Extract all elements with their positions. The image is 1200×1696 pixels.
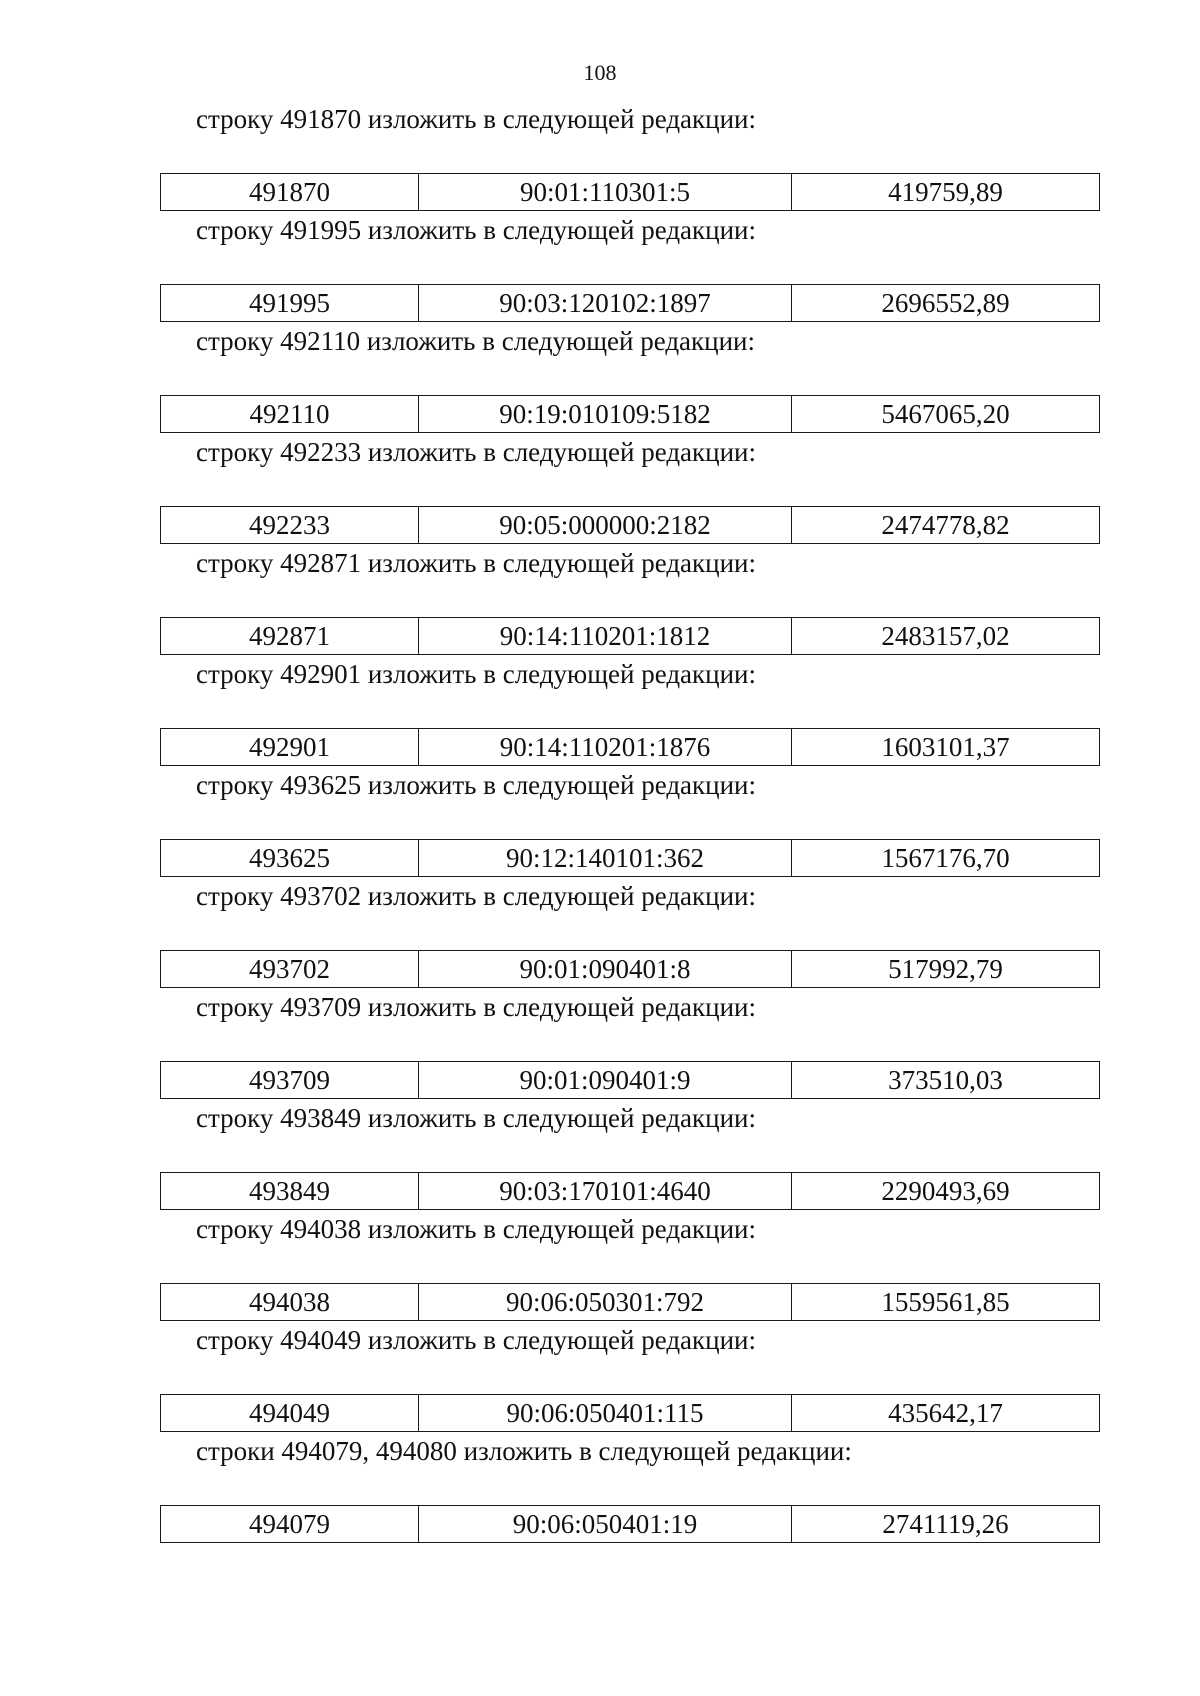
amendment-instruction: строку 494049 изложить в следующей редакции: <box>196 1325 757 1355</box>
table-row <box>160 1394 1100 1432</box>
amendment-entry <box>160 1210 1100 1321</box>
value-cell: 435642,17 <box>888 1397 1003 1428</box>
amendment-entry <box>160 877 1100 988</box>
cadastral-number-cell: 90:06:050401:19 <box>419 1506 792 1542</box>
document-body <box>160 100 1100 1543</box>
cadastral-number-cell: 90:03:170101:4640 <box>419 1173 792 1209</box>
page-number: 108 <box>583 60 617 85</box>
amendment-instruction: строку 493709 изложить в следующей редакции: <box>196 992 757 1022</box>
value-cell: 373510,03 <box>888 1064 1003 1095</box>
row-id-cell: 494049 <box>161 1395 419 1431</box>
amendment-instruction: строку 493702 изложить в следующей редакции: <box>196 881 757 911</box>
table-row <box>160 1505 1100 1543</box>
amendment-entry <box>160 433 1100 544</box>
value-cell: 2290493,69 <box>881 1175 1010 1206</box>
row-id-cell: 491870 <box>161 174 419 210</box>
table-row <box>160 284 1100 322</box>
cadastral-number-cell: 90:03:120102:1897 <box>419 285 792 321</box>
value-cell: 1567176,70 <box>881 842 1010 873</box>
value-cell: 419759,89 <box>888 176 1003 207</box>
cadastral-number-cell: 90:01:110301:5 <box>419 174 792 210</box>
row-id-cell: 492110 <box>161 396 419 432</box>
value-cell: 2741119,26 <box>882 1508 1009 1539</box>
amendment-entry <box>160 1432 1100 1543</box>
row-id-cell: 494038 <box>161 1284 419 1320</box>
cadastral-number-cell: 90:12:140101:362 <box>419 840 792 876</box>
value-cell: 2483157,02 <box>881 620 1010 651</box>
cadastral-number-cell: 90:19:010109:5182 <box>419 396 792 432</box>
cadastral-number-cell: 90:14:110201:1812 <box>419 618 792 654</box>
amendment-entry <box>160 1099 1100 1210</box>
table-row <box>160 173 1100 211</box>
row-id-cell: 492871 <box>161 618 419 654</box>
table-row <box>160 1283 1100 1321</box>
amendment-instruction: строку 494038 изложить в следующей редакции: <box>196 1214 757 1244</box>
amendment-entry <box>160 655 1100 766</box>
value-cell: 5467065,20 <box>881 398 1010 429</box>
table-row <box>160 839 1100 877</box>
row-id-cell: 493625 <box>161 840 419 876</box>
amendment-entry <box>160 100 1100 211</box>
table-row <box>160 1061 1100 1099</box>
value-cell: 517992,79 <box>888 953 1003 984</box>
amendment-entry <box>160 211 1100 322</box>
value-cell: 1603101,37 <box>881 731 1010 762</box>
value-cell: 2474778,82 <box>881 509 1010 540</box>
cadastral-number-cell: 90:05:000000:2182 <box>419 507 792 543</box>
value-cell: 1559561,85 <box>881 1286 1010 1317</box>
cadastral-number-cell: 90:01:090401:9 <box>419 1062 792 1098</box>
table-row <box>160 950 1100 988</box>
value-cell: 2696552,89 <box>881 287 1010 318</box>
amendment-instruction: строку 492110 изложить в следующей редакции: <box>196 326 756 356</box>
table-row <box>160 617 1100 655</box>
row-id-cell: 493709 <box>161 1062 419 1098</box>
row-id-cell: 494079 <box>161 1506 419 1542</box>
amendment-entry <box>160 766 1100 877</box>
row-id-cell: 492233 <box>161 507 419 543</box>
cadastral-number-cell: 90:06:050401:115 <box>419 1395 792 1431</box>
cadastral-number-cell: 90:01:090401:8 <box>419 951 792 987</box>
amendment-instruction: строку 492871 изложить в следующей редакции: <box>196 548 757 578</box>
cadastral-number-cell: 90:14:110201:1876 <box>419 729 792 765</box>
table-row <box>160 728 1100 766</box>
amendment-entry <box>160 322 1100 433</box>
amendment-instruction: строку 493849 изложить в следующей редакции: <box>196 1103 757 1133</box>
amendment-instruction: строку 491995 изложить в следующей редакции: <box>196 215 757 245</box>
table-row <box>160 1172 1100 1210</box>
amendment-instruction: строку 492233 изложить в следующей редакции: <box>196 437 757 467</box>
amendment-instruction: строку 492901 изложить в следующей редакции: <box>196 659 757 689</box>
amendment-instruction: строку 493625 изложить в следующей редакции: <box>196 770 757 800</box>
amendment-entry <box>160 988 1100 1099</box>
row-id-cell: 491995 <box>161 285 419 321</box>
cadastral-number-cell: 90:06:050301:792 <box>419 1284 792 1320</box>
table-row <box>160 506 1100 544</box>
amendment-entry <box>160 1321 1100 1432</box>
amendment-instruction: строку 491870 изложить в следующей редакции: <box>196 104 757 134</box>
amendment-entry <box>160 544 1100 655</box>
row-id-cell: 493849 <box>161 1173 419 1209</box>
row-id-cell: 492901 <box>161 729 419 765</box>
amendment-instruction: строки 494079, 494080 изложить в следующей редакции: <box>196 1436 852 1466</box>
row-id-cell: 493702 <box>161 951 419 987</box>
table-row <box>160 395 1100 433</box>
